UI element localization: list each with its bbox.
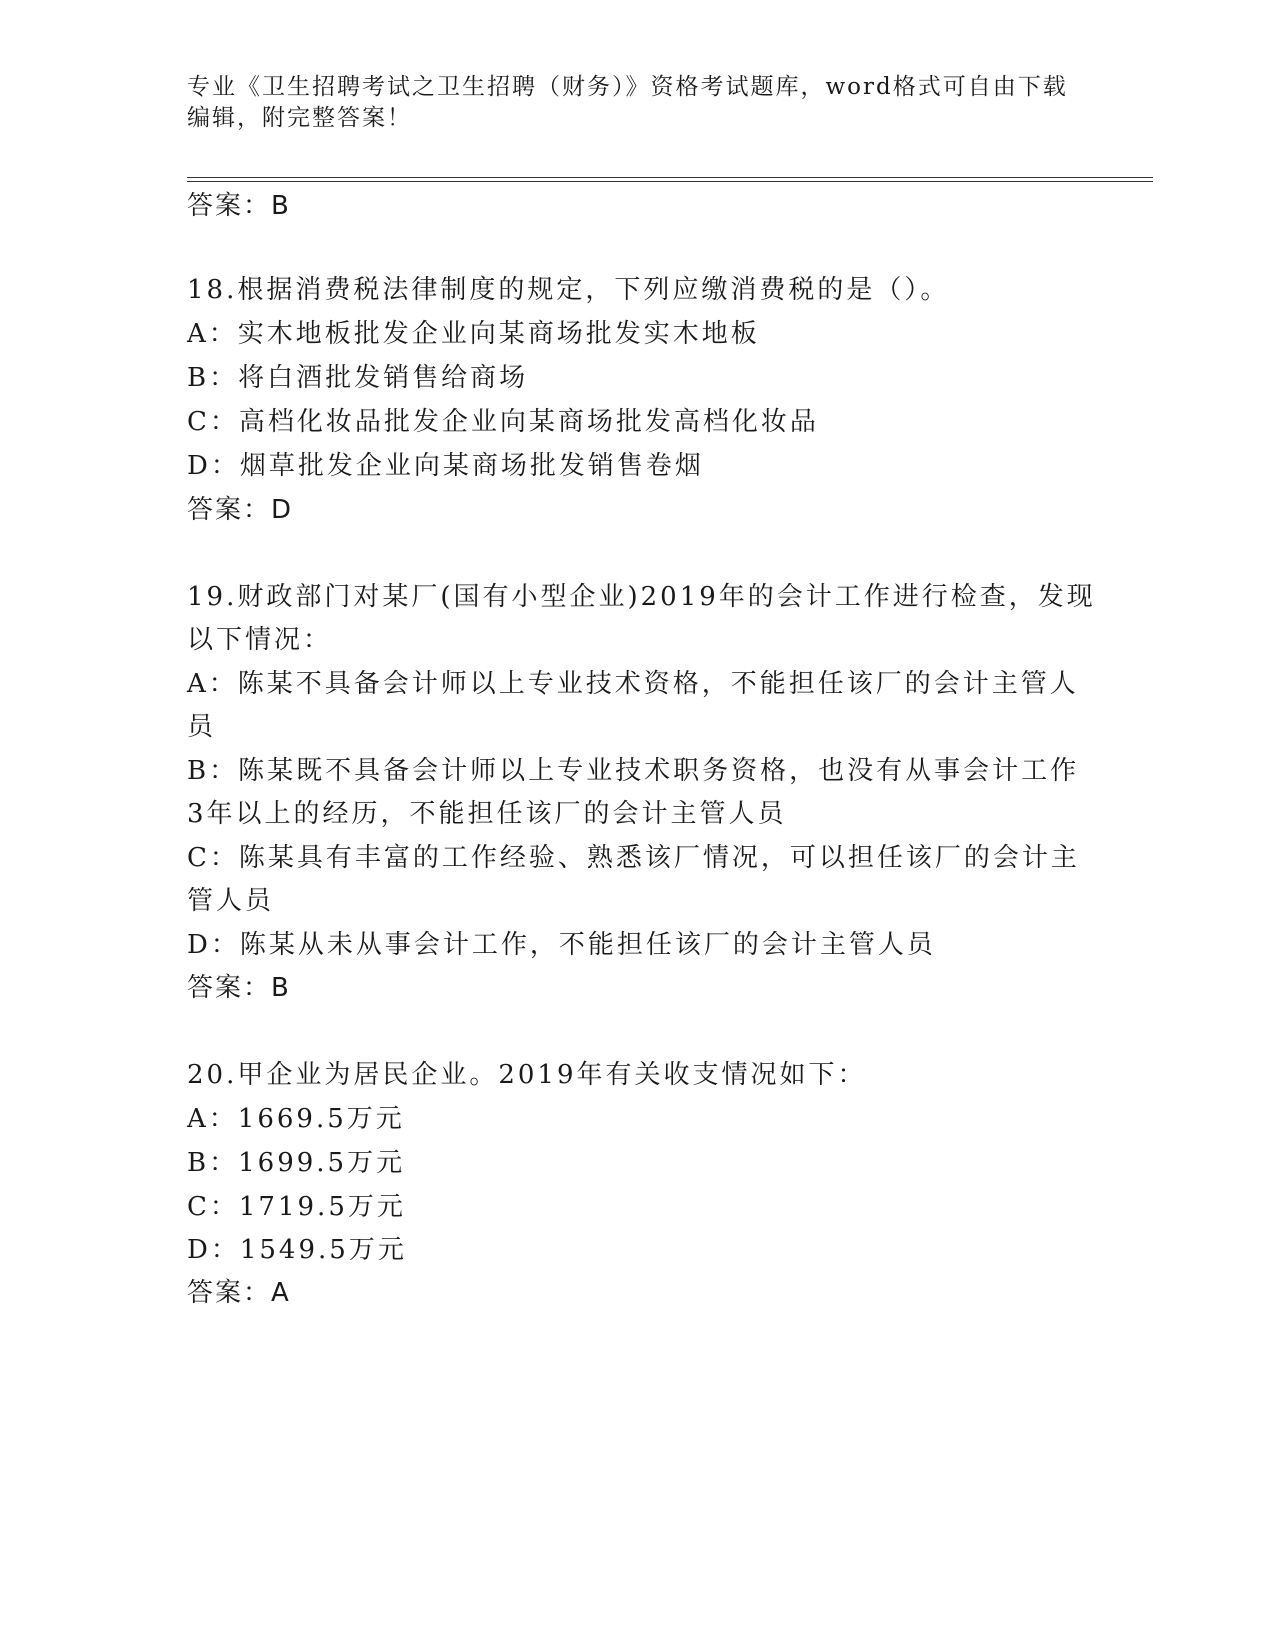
question-18-option-c: C：高档化妆品批发企业向某商场批发高档化妆品: [187, 407, 819, 437]
question-18-option-d: D：烟草批发企业向某商场批发销售卷烟: [187, 451, 704, 481]
header-divider-top: [187, 177, 1153, 178]
question-19-option-c-line-2: 管人员: [187, 886, 275, 916]
question-19-option-a-line-2: 员: [187, 712, 217, 742]
question-19-stem-line-1: 19.财政部门对某厂(国有小型企业)2019年的会计工作进行检查，发现: [187, 582, 1096, 612]
question-20-option-c: C：1719.5万元: [187, 1192, 406, 1222]
header-line-2: 编辑，附完整答案！: [187, 105, 412, 131]
question-19-option-a-line-1: A：陈某不具备会计师以上专业技术资格，不能担任该厂的会计主管人: [187, 669, 1079, 699]
question-18-option-b: B：将白酒批发销售给商场: [187, 363, 529, 393]
question-20-option-d: D：1549.5万元: [187, 1235, 407, 1265]
question-20-option-b: B：1699.5万元: [187, 1148, 406, 1178]
question-19-option-c-line-1: C：陈某具有丰富的工作经验、熟悉该厂情况，可以担任该厂的会计主: [187, 843, 1080, 873]
question-18-stem: 18.根据消费税法律制度的规定，下列应缴消费税的是（）。: [187, 275, 950, 305]
question-19-stem-line-2: 以下情况：: [187, 625, 333, 655]
previous-answer: 答案：B: [187, 191, 291, 221]
question-18-option-a: A：实木地板批发企业向某商场批发实木地板: [187, 319, 760, 349]
document-header: [187, 72, 1077, 134]
question-19-option-b-line-2: 3年以上的经历，不能担任该厂的会计主管人员: [187, 799, 787, 829]
question-18-answer: 答案：D: [187, 495, 294, 525]
question-20-option-a: A：1669.5万元: [187, 1104, 405, 1134]
question-20-stem: 20.甲企业为居民企业。2019年有关收支情况如下：: [187, 1060, 867, 1090]
question-19-option-b-line-1: B：陈某既不具备会计师以上专业技术职务资格，也没有从事会计工作: [187, 756, 1080, 786]
question-19-option-d: D：陈某从未从事会计工作，不能担任该厂的会计主管人员: [187, 930, 936, 960]
header-divider-bottom: [187, 181, 1153, 182]
header-line-1: 专业《卫生招聘考试之卫生招聘（财务）》资格考试题库，word格式可自由下载: [187, 74, 1068, 100]
question-20-answer: 答案：A: [187, 1278, 291, 1308]
question-19-answer: 答案：B: [187, 973, 291, 1003]
